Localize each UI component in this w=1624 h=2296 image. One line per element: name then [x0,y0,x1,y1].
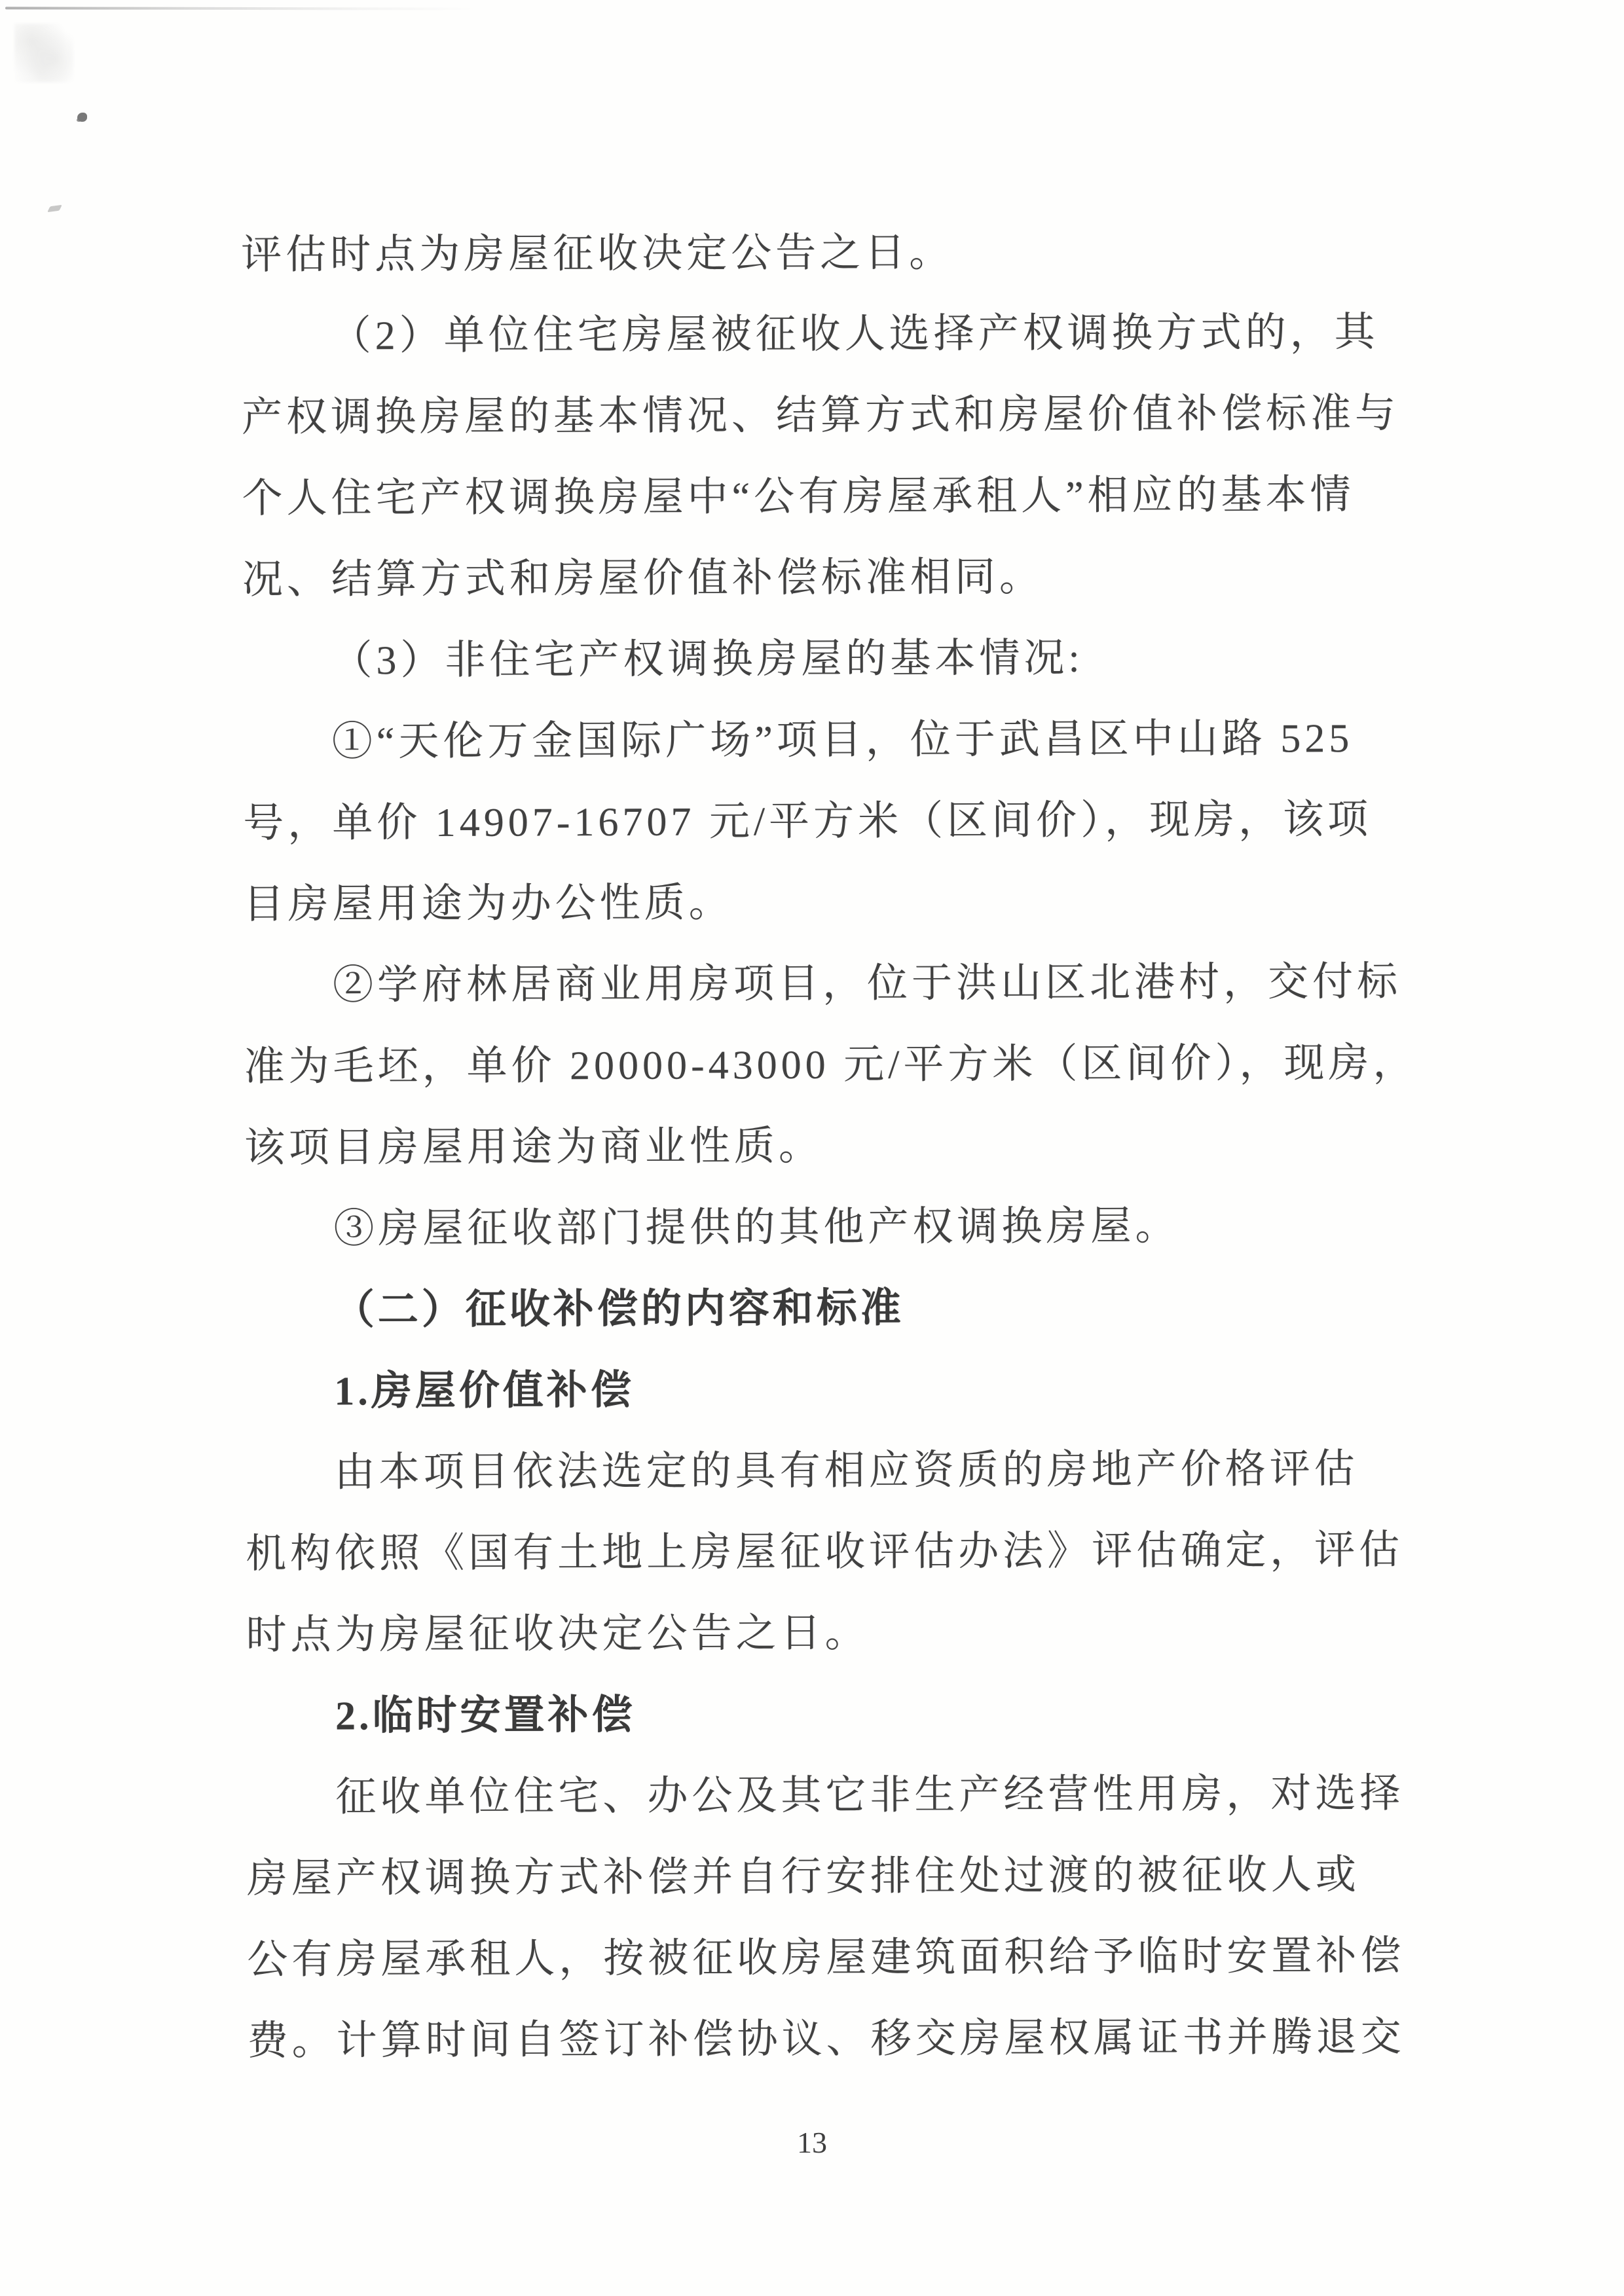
scan-speck [47,205,62,212]
text-line: 况、结算方式和房屋价值补偿标准相同。 [242,555,1044,602]
text-line: 机构依照《国有土地上房屋征收评估办法》评估确定，评估 [246,1527,1404,1576]
subsection-heading-line: 2.临时安置补偿 [335,1692,636,1739]
text-line: 房屋产权调换方式补偿并自行安排住处过渡的被征收人或 [246,1853,1360,1901]
scan-edge-line [5,7,477,10]
text-line: 评估时点为房屋征收决定公告之日。 [241,230,954,278]
text-line: 时点为房屋征收决定公告之日。 [246,1611,870,1658]
text-line: 个人住宅产权调换房屋中“公有房屋承租人”相应的基本情 [242,473,1355,521]
text-line: （2）单位住宅房屋被征收人选择产权调换方式的，其 [330,310,1379,359]
text-line: （3）非住宅产权调换房屋的基本情况: [331,636,1084,683]
text-line: 产权调换房屋的基本情况、结算方式和房屋价值补偿标准与 [241,391,1400,440]
text-line: 征收单位住宅、办公及其它非生产经营性用房，对选择 [335,1771,1405,1820]
text-line: 目房屋用途为办公性质。 [243,881,733,927]
text-line: 费。计算时间自签订补偿协议、移交房屋权属证书并腾退交 [247,2014,1405,2064]
text-line: 该项目房屋用途为商业性质。 [244,1123,824,1171]
subsection-heading-line: 1.房屋价值补偿 [334,1368,635,1414]
section-heading-line: （二）征收补偿的内容和标准 [333,1286,904,1333]
document-body [241,211,1418,2082]
text-line: ②学府林居商业用房项目，位于洪山区北港村，交付标 [332,959,1402,1008]
text-line: ①“天伦万金国际广场”项目，位于武昌区中山路 525 [331,716,1354,765]
text-line: 准为毛坯，单价 20000-43000 元/平方米（区间价），现房， [244,1040,1418,1089]
scan-speck [77,113,87,122]
text-line: 由本项目依法选定的具有相应资质的房地产价格评估 [334,1447,1359,1495]
page-number: 13 [797,2126,827,2159]
scan-smudge [14,24,73,82]
text-line: ③房屋征收部门提供的其他产权调换房屋。 [333,1204,1180,1252]
text-line: 号，单价 14907-16707 元/平方米（区间价），现房，该项 [243,797,1373,846]
text-line: 公有房屋承租人，按被征收房屋建筑面积给予临时安置补偿 [247,1933,1405,1982]
